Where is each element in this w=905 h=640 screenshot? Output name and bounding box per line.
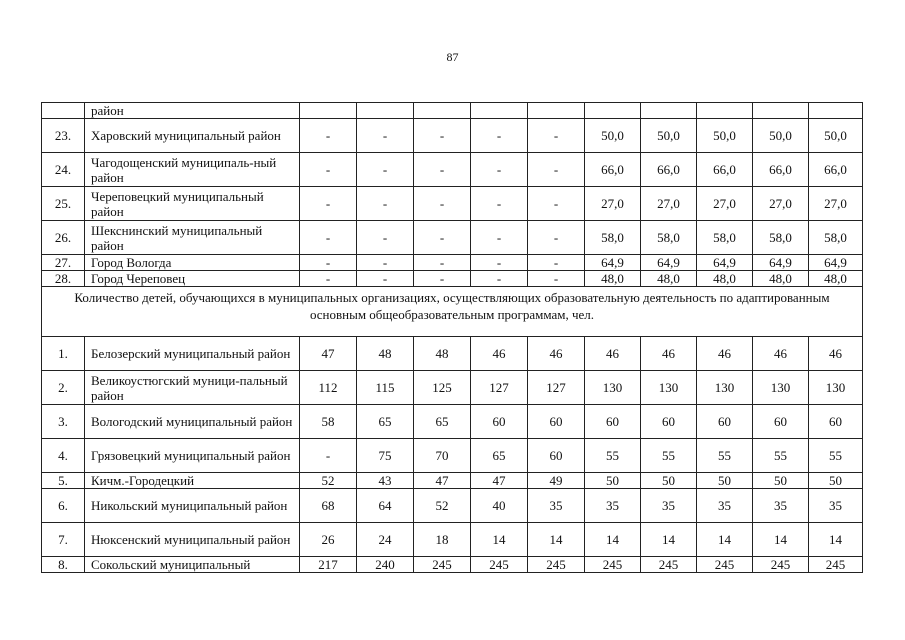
value-cell: 27,0 <box>809 187 863 221</box>
value-cell <box>641 103 697 119</box>
table-row <box>42 405 863 439</box>
value-cell: 46 <box>585 337 641 371</box>
value-cell: 58 <box>300 405 357 439</box>
value-cell: 60 <box>528 405 585 439</box>
value-cell: 48,0 <box>809 271 863 287</box>
value-cell: 49 <box>528 473 585 489</box>
row-number <box>42 103 85 119</box>
value-cell: - <box>300 187 357 221</box>
value-cell: 35 <box>753 489 809 523</box>
row-number: 3. <box>42 405 85 439</box>
value-cell: 27,0 <box>697 187 753 221</box>
value-cell: 58,0 <box>641 221 697 255</box>
value-cell: 115 <box>357 371 414 405</box>
table-row <box>42 103 863 119</box>
value-cell: 65 <box>414 405 471 439</box>
value-cell: 48,0 <box>697 271 753 287</box>
table-row <box>42 187 863 221</box>
value-cell: 47 <box>414 473 471 489</box>
value-cell: 127 <box>528 371 585 405</box>
table-row <box>42 153 863 187</box>
value-cell: 18 <box>414 523 471 557</box>
row-number: 7. <box>42 523 85 557</box>
row-number: 23. <box>42 119 85 153</box>
value-cell: 65 <box>471 439 528 473</box>
value-cell: 14 <box>585 523 641 557</box>
district-name: Город Череповец <box>85 271 300 287</box>
district-name: Вологодский муниципальный район <box>85 405 300 439</box>
value-cell <box>414 103 471 119</box>
value-cell: 48,0 <box>585 271 641 287</box>
table-row <box>42 221 863 255</box>
value-cell: 66,0 <box>697 153 753 187</box>
value-cell: 66,0 <box>585 153 641 187</box>
value-cell: - <box>357 255 414 271</box>
value-cell: - <box>300 439 357 473</box>
value-cell: 55 <box>753 439 809 473</box>
value-cell: 14 <box>528 523 585 557</box>
value-cell: 46 <box>697 337 753 371</box>
value-cell: 58,0 <box>753 221 809 255</box>
value-cell: 130 <box>641 371 697 405</box>
value-cell: 64,9 <box>697 255 753 271</box>
district-name: Грязовецкий муниципальный район <box>85 439 300 473</box>
value-cell: 60 <box>471 405 528 439</box>
value-cell: 14 <box>809 523 863 557</box>
value-cell: 27,0 <box>641 187 697 221</box>
value-cell: 27,0 <box>753 187 809 221</box>
value-cell: 130 <box>753 371 809 405</box>
value-cell: 127 <box>471 371 528 405</box>
value-cell: - <box>471 153 528 187</box>
value-cell: 14 <box>641 523 697 557</box>
value-cell: 50,0 <box>697 119 753 153</box>
value-cell: 125 <box>414 371 471 405</box>
district-name: Никольский муниципальный район <box>85 489 300 523</box>
value-cell: 245 <box>528 557 585 573</box>
value-cell <box>528 103 585 119</box>
value-cell: - <box>414 153 471 187</box>
value-cell: 47 <box>300 337 357 371</box>
value-cell <box>471 103 528 119</box>
value-cell: - <box>300 271 357 287</box>
value-cell <box>585 103 641 119</box>
value-cell: 35 <box>809 489 863 523</box>
value-cell: 46 <box>753 337 809 371</box>
value-cell <box>753 103 809 119</box>
table-row <box>42 371 863 405</box>
value-cell: 52 <box>414 489 471 523</box>
district-name: Сокольский муниципальный <box>85 557 300 573</box>
value-cell: 55 <box>697 439 753 473</box>
value-cell: - <box>300 221 357 255</box>
row-number: 4. <box>42 439 85 473</box>
value-cell: 245 <box>414 557 471 573</box>
value-cell: 48 <box>414 337 471 371</box>
value-cell: 52 <box>300 473 357 489</box>
table-row <box>42 523 863 557</box>
value-cell: - <box>357 153 414 187</box>
value-cell: 65 <box>357 405 414 439</box>
value-cell: 60 <box>528 439 585 473</box>
value-cell: 245 <box>809 557 863 573</box>
district-name: Город Вологда <box>85 255 300 271</box>
value-cell: 14 <box>753 523 809 557</box>
table-row <box>42 473 863 489</box>
value-cell: 64,9 <box>753 255 809 271</box>
page-number: 87 <box>446 50 459 64</box>
table-row <box>42 337 863 371</box>
value-cell: - <box>357 221 414 255</box>
value-cell: 46 <box>641 337 697 371</box>
value-cell <box>300 103 357 119</box>
district-name: Кичм.-Городецкий <box>85 473 300 489</box>
value-cell: - <box>414 271 471 287</box>
table-row <box>42 255 863 271</box>
value-cell: 14 <box>471 523 528 557</box>
value-cell: 26 <box>300 523 357 557</box>
value-cell: 50,0 <box>753 119 809 153</box>
value-cell: 40 <box>471 489 528 523</box>
value-cell: - <box>528 271 585 287</box>
value-cell: 24 <box>357 523 414 557</box>
value-cell: 48,0 <box>753 271 809 287</box>
value-cell: 66,0 <box>753 153 809 187</box>
value-cell: - <box>300 119 357 153</box>
value-cell: 64,9 <box>585 255 641 271</box>
row-number: 24. <box>42 153 85 187</box>
value-cell: 35 <box>697 489 753 523</box>
district-name: Чагодощенский муниципаль-ный район <box>85 153 300 187</box>
value-cell: - <box>357 271 414 287</box>
district-name: Нюксенский муниципальный район <box>85 523 300 557</box>
value-cell: - <box>528 255 585 271</box>
value-cell: 130 <box>585 371 641 405</box>
value-cell: 64,9 <box>641 255 697 271</box>
value-cell: - <box>471 271 528 287</box>
value-cell: - <box>357 187 414 221</box>
row-number: 5. <box>42 473 85 489</box>
value-cell: 50 <box>809 473 863 489</box>
district-name: Харовский муниципальный район <box>85 119 300 153</box>
value-cell: - <box>414 255 471 271</box>
value-cell: 66,0 <box>809 153 863 187</box>
table-top-section <box>42 103 863 287</box>
value-cell: 55 <box>585 439 641 473</box>
row-number: 6. <box>42 489 85 523</box>
value-cell: 68 <box>300 489 357 523</box>
value-cell: - <box>414 221 471 255</box>
row-number: 28. <box>42 271 85 287</box>
table-row <box>42 439 863 473</box>
row-number: 25. <box>42 187 85 221</box>
value-cell: - <box>300 255 357 271</box>
value-cell: 43 <box>357 473 414 489</box>
value-cell: 50,0 <box>809 119 863 153</box>
value-cell: 58,0 <box>585 221 641 255</box>
row-number: 1. <box>42 337 85 371</box>
row-number: 26. <box>42 221 85 255</box>
value-cell: - <box>471 119 528 153</box>
value-cell: 48 <box>357 337 414 371</box>
value-cell: 64 <box>357 489 414 523</box>
value-cell: - <box>528 153 585 187</box>
value-cell: 50,0 <box>585 119 641 153</box>
table-row <box>42 489 863 523</box>
value-cell: 217 <box>300 557 357 573</box>
district-name: район <box>85 103 300 119</box>
district-name: Великоустюгский муници-пальный район <box>85 371 300 405</box>
value-cell: 60 <box>697 405 753 439</box>
value-cell: 112 <box>300 371 357 405</box>
district-name: Череповецкий муниципальный район <box>85 187 300 221</box>
value-cell: 46 <box>528 337 585 371</box>
value-cell: 50 <box>641 473 697 489</box>
value-cell: 50,0 <box>641 119 697 153</box>
value-cell: - <box>471 221 528 255</box>
value-cell: 48,0 <box>641 271 697 287</box>
value-cell: 60 <box>753 405 809 439</box>
value-cell: 55 <box>641 439 697 473</box>
district-name: Белозерский муниципальный район <box>85 337 300 371</box>
value-cell <box>357 103 414 119</box>
value-cell: 70 <box>414 439 471 473</box>
value-cell: 240 <box>357 557 414 573</box>
value-cell: 60 <box>809 405 863 439</box>
value-cell <box>809 103 863 119</box>
table-section-heading <box>42 287 863 337</box>
value-cell: 46 <box>809 337 863 371</box>
value-cell: 245 <box>753 557 809 573</box>
value-cell: 47 <box>471 473 528 489</box>
value-cell: 75 <box>357 439 414 473</box>
value-cell: 55 <box>809 439 863 473</box>
value-cell: 64,9 <box>809 255 863 271</box>
value-cell: - <box>414 187 471 221</box>
value-cell: 66,0 <box>641 153 697 187</box>
value-cell: - <box>528 187 585 221</box>
value-cell: 50 <box>585 473 641 489</box>
value-cell: - <box>357 119 414 153</box>
value-cell: 50 <box>753 473 809 489</box>
value-cell: - <box>528 119 585 153</box>
value-cell: - <box>471 187 528 221</box>
value-cell: 50 <box>697 473 753 489</box>
value-cell: 35 <box>641 489 697 523</box>
value-cell: 245 <box>585 557 641 573</box>
value-cell: 35 <box>585 489 641 523</box>
value-cell: - <box>414 119 471 153</box>
value-cell: 130 <box>697 371 753 405</box>
section-heading-row <box>42 287 863 337</box>
value-cell: 130 <box>809 371 863 405</box>
value-cell: 60 <box>585 405 641 439</box>
row-number: 27. <box>42 255 85 271</box>
data-table <box>41 102 863 573</box>
value-cell: - <box>471 255 528 271</box>
value-cell: 58,0 <box>697 221 753 255</box>
value-cell: - <box>528 221 585 255</box>
value-cell: 58,0 <box>809 221 863 255</box>
district-name: Шекснинский муниципальный район <box>85 221 300 255</box>
row-number: 2. <box>42 371 85 405</box>
value-cell: 60 <box>641 405 697 439</box>
value-cell: 35 <box>528 489 585 523</box>
table-row <box>42 557 863 573</box>
table-row <box>42 119 863 153</box>
row-number: 8. <box>42 557 85 573</box>
value-cell: 27,0 <box>585 187 641 221</box>
value-cell: 46 <box>471 337 528 371</box>
table-row <box>42 271 863 287</box>
table-bottom-section <box>42 337 863 573</box>
value-cell <box>697 103 753 119</box>
section-heading: Количество детей, обучающихся в муниципальных организациях, осуществляющих образовательную деятельность по адаптированным основным общеобразовательным программам, чел. <box>42 287 863 337</box>
value-cell: 14 <box>697 523 753 557</box>
value-cell: - <box>300 153 357 187</box>
value-cell: 245 <box>471 557 528 573</box>
value-cell: 245 <box>641 557 697 573</box>
value-cell: 245 <box>697 557 753 573</box>
